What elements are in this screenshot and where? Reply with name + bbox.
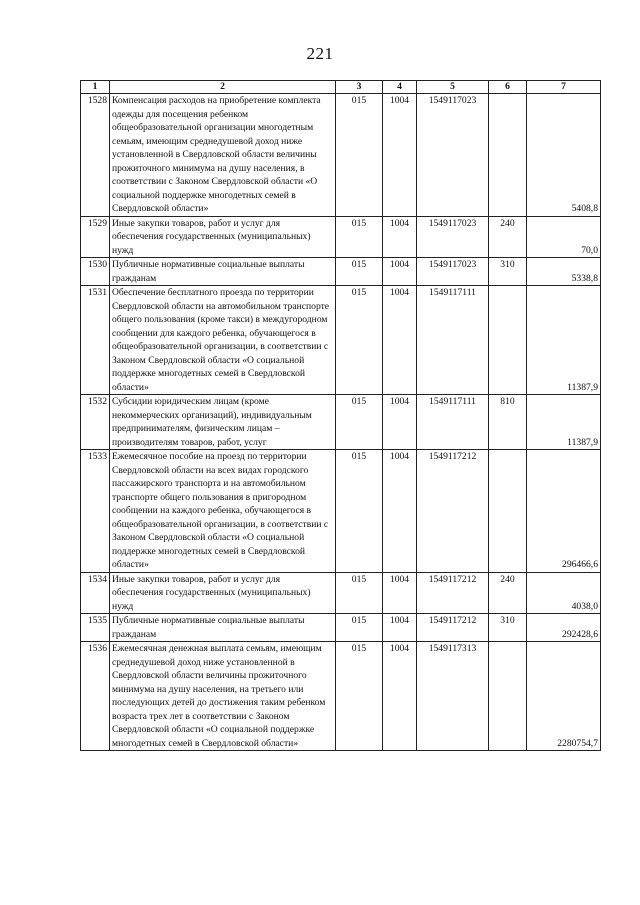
ministry-code: 015	[336, 642, 383, 751]
row-amount: 5338,8	[527, 258, 601, 286]
ministry-code: 015	[336, 450, 383, 573]
column-header: 1	[81, 81, 110, 94]
section-code: 1004	[383, 216, 417, 258]
table-row	[81, 395, 601, 450]
row-description: Субсидии юридическим лицам (кроме некоммерческих организаций), индивидуальным предпринимателям, физическим лицам – производителям товаров, работ, услуг	[110, 395, 336, 450]
section-code: 1004	[383, 614, 417, 642]
expense-type-code: 310	[489, 258, 527, 286]
budget-table	[80, 80, 601, 751]
row-description: Иные закупки товаров, работ и услуг для обеспечения государственных (муниципальных) нужд	[110, 216, 336, 258]
section-code: 1004	[383, 286, 417, 395]
row-number: 1535	[81, 614, 110, 642]
ministry-code: 015	[336, 94, 383, 217]
table-row	[81, 450, 601, 573]
row-description: Компенсация расходов на приобретение комплекта одежды для посещения ребенком общеобразовательной организации многодетным семьям, имеющим среднедушевой доход ниже установленной в Свердловской области величины прожиточного минимума на душу населения, в соответствии с Законом Свердловской области «О социальной поддержке многодетных семей в Свердловской области»	[110, 94, 336, 217]
expense-type-code: 310	[489, 614, 527, 642]
row-amount: 5408,8	[527, 94, 601, 217]
row-number: 1532	[81, 395, 110, 450]
expense-type-code: 240	[489, 572, 527, 614]
expense-type-code: 240	[489, 216, 527, 258]
target-article-code: 1549117023	[417, 258, 489, 286]
ministry-code: 015	[336, 286, 383, 395]
row-amount: 4038,0	[527, 572, 601, 614]
target-article-code: 1549117023	[417, 216, 489, 258]
target-article-code: 1549117111	[417, 395, 489, 450]
table-row	[81, 572, 601, 614]
target-article-code: 1549117111	[417, 286, 489, 395]
expense-type-code	[489, 286, 527, 395]
row-amount: 70,0	[527, 216, 601, 258]
row-description: Обеспечение бесплатного проезда по территории Свердловской области на автомобильном транспорте общего пользования (кроме такси) в междугородном сообщении для каждого ребенка, обучающегося в общеобразовательной организации, в соответствии с Законом Свердловской области «О социальной поддержке многодетных семей в Свердловской области»	[110, 286, 336, 395]
row-amount: 296466,6	[527, 450, 601, 573]
table-row	[81, 642, 601, 751]
page-number: 221	[306, 44, 334, 63]
row-number: 1536	[81, 642, 110, 751]
section-code: 1004	[383, 258, 417, 286]
row-description: Иные закупки товаров, работ и услуг для обеспечения государственных (муниципальных) нужд	[110, 572, 336, 614]
row-description: Публичные нормативные социальные выплаты гражданам	[110, 258, 336, 286]
column-header: 2	[110, 81, 336, 94]
row-amount: 2280754,7	[527, 642, 601, 751]
table-row	[81, 614, 601, 642]
row-number: 1531	[81, 286, 110, 395]
row-amount: 11387,9	[527, 395, 601, 450]
ministry-code: 015	[336, 216, 383, 258]
column-header: 6	[489, 81, 527, 94]
row-number: 1533	[81, 450, 110, 573]
ministry-code: 015	[336, 572, 383, 614]
section-code: 1004	[383, 94, 417, 217]
target-article-code: 1549117212	[417, 572, 489, 614]
target-article-code: 1549117313	[417, 642, 489, 751]
row-number: 1530	[81, 258, 110, 286]
target-article-code: 1549117023	[417, 94, 489, 217]
column-header: 5	[417, 81, 489, 94]
section-code: 1004	[383, 572, 417, 614]
section-code: 1004	[383, 450, 417, 573]
row-amount: 292428,6	[527, 614, 601, 642]
expense-type-code: 810	[489, 395, 527, 450]
column-header: 3	[336, 81, 383, 94]
expense-type-code	[489, 642, 527, 751]
row-number: 1534	[81, 572, 110, 614]
table-row	[81, 286, 601, 395]
table-header-row	[81, 81, 601, 94]
table-row	[81, 94, 601, 217]
row-description: Ежемесячное пособие на проезд по территории Свердловской области на всех видах городского пассажирского транспорта и на автомобильном транспорте общего пользования в пригородном сообщении на каждого ребенка, обучающегося в общеобразовательной организации, в соответствии с Законом Свердловской области «О социальной поддержке многодетных семей в Свердловской области»	[110, 450, 336, 573]
target-article-code: 1549117212	[417, 614, 489, 642]
row-number: 1529	[81, 216, 110, 258]
ministry-code: 015	[336, 258, 383, 286]
section-code: 1004	[383, 642, 417, 751]
column-header: 4	[383, 81, 417, 94]
expense-type-code	[489, 450, 527, 573]
table-row	[81, 258, 601, 286]
ministry-code: 015	[336, 614, 383, 642]
row-number: 1528	[81, 94, 110, 217]
expense-type-code	[489, 94, 527, 217]
section-code: 1004	[383, 395, 417, 450]
row-description: Ежемесячная денежная выплата семьям, имеющим среднедушевой доход ниже установленной в Свердловской области величины прожиточного минимума на душу населения, на третьего или последующих детей до достижения таким ребенком возраста трех лет в соответствии с Законом Свердловской области «О социальной поддержке многодетных семей в Свердловской области»	[110, 642, 336, 751]
target-article-code: 1549117212	[417, 450, 489, 573]
column-header: 7	[527, 81, 601, 94]
ministry-code: 015	[336, 395, 383, 450]
table-row	[81, 216, 601, 258]
row-description: Публичные нормативные социальные выплаты гражданам	[110, 614, 336, 642]
row-amount: 11387,9	[527, 286, 601, 395]
